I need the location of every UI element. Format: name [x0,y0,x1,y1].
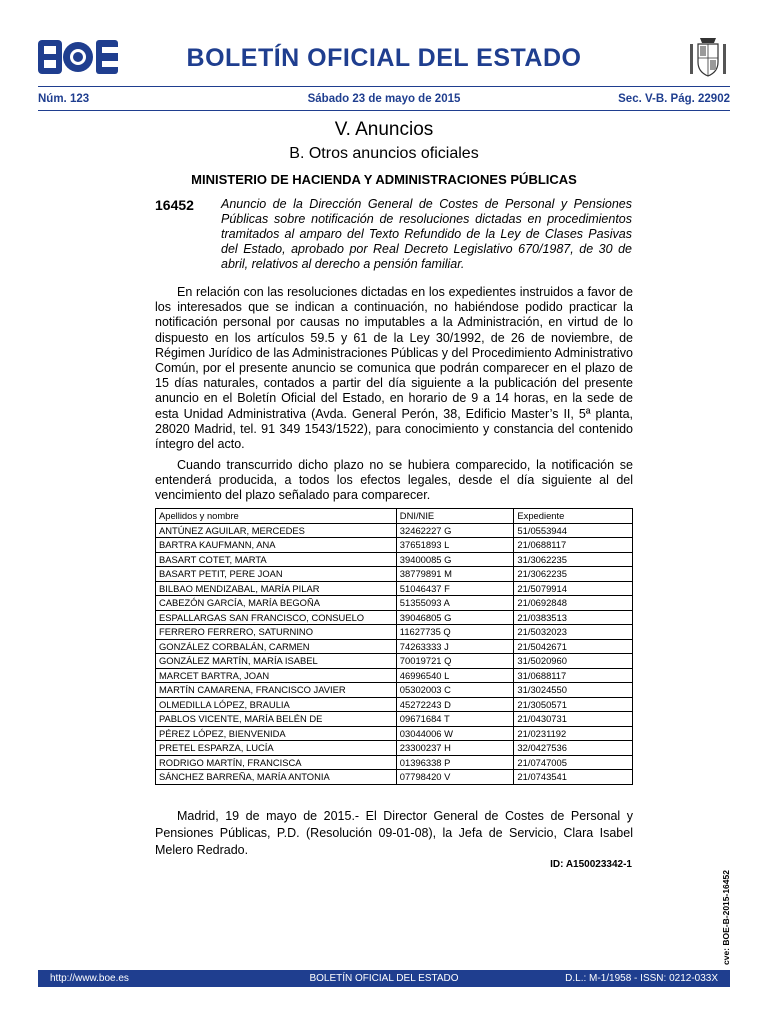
section-heading: V. Anuncios [334,119,434,140]
cell-dni: 07798420 V [396,770,514,785]
table-row [156,538,633,553]
cell-name: FERRERO FERRERO, SATURNINO [156,625,397,640]
footer-bar [38,970,730,987]
cell-file: 21/0430731 [514,712,633,727]
footer-legal: D.L.: M-1/1958 - ISSN: 0212-033X [565,973,718,984]
body-paragraph-1-text: En relación con las resoluciones dictadas en los expedientes instruidos a favor de los interesados que se indican a continuación, no habiéndose podido practicar la notificación personal por causas no imputables a la Administración, en virtud de lo dispuesto en los artículos 59.5 y 61 de la Ley 30/1992, de 26 de noviembre, de Régimen Jurídico de las Administraciones Públicas y del Procedimiento Administrativo Común, por el presente anuncio se comunica que podrán comparecer en el plazo de 15 días naturales, contados a partir del día siguiente a la publicación del presente anuncio en el Boletín Oficial del Estado, en horario de 9 a 14 horas, en la sede de esta Unidad Administrativa (Avda. General Perón, 38, Edificio Master’s II, 5ª planta, 28020 Madrid, tel. 91 349 1543/1522), para conocimiento y constancia del contenido íntegro del acto. [155,285,633,452]
cell-name: SÁNCHEZ BARREÑA, MARÍA ANTONIA [156,770,397,785]
cell-dni: 32462227 G [396,523,514,538]
cell-name: GONZÁLEZ CORBALÁN, CARMEN [156,639,397,654]
issue-number: Núm. 123 [38,93,90,105]
cell-file: 21/0747005 [514,755,633,770]
table-row [156,581,633,596]
cell-dni: 39046805 G [396,610,514,625]
cell-name: CABEZÓN GARCÍA, MARÍA BEGOÑA [156,596,397,611]
cell-dni: 45272243 D [396,697,514,712]
cell-file: 21/0692848 [514,596,633,611]
body-paragraph-2 [155,458,633,504]
cell-file: 31/0688117 [514,668,633,683]
table-row [156,683,633,698]
cell-file: 21/3062235 [514,567,633,582]
cell-file: 21/5032023 [514,625,633,640]
cell-dni: 46996540 L [396,668,514,683]
cell-name: PÉREZ LÓPEZ, BIENVENIDA [156,726,397,741]
cell-name: ANTÚNEZ AGUILAR, MERCEDES [156,523,397,538]
cell-name: BASART PETIT, PERE JOAN [156,567,397,582]
signature-text: Madrid, 19 de mayo de 2015.- El Director General de Costes de Personal y Pensiones Públicas, P.D. (Resolución 09-01-08), la Jefa de Servicio, Clara Isabel Melero Redrado. [155,809,633,857]
table-row [156,552,633,567]
table-row [156,741,633,756]
cell-name: MARCET BARTRA, JOAN [156,668,397,683]
cve-code: cve: BOE-B-2015-16452 [721,870,731,965]
body-paragraph-1 [155,285,633,452]
section-page: Sec. V-B. Pág. 22902 [618,93,730,105]
cell-file: 51/0553944 [514,523,633,538]
cell-dni: 01396338 P [396,755,514,770]
table-row [156,712,633,727]
cell-dni: 51046437 F [396,581,514,596]
table-row [156,697,633,712]
table-header-row [156,509,633,524]
ministry-heading: MINISTERIO DE HACIENDA Y ADMINISTRACIONES PÚBLICAS [191,172,577,187]
cell-name: BILBAO MENDIZABAL, MARÍA PILAR [156,581,397,596]
column-header-name: Apellidos y nombre [156,509,397,524]
cell-dni: 23300237 H [396,741,514,756]
cell-dni: 51355093 A [396,596,514,611]
cell-dni: 09671684 T [396,712,514,727]
table-row [156,726,633,741]
cell-name: RODRIGO MARTÍN, FRANCISCA [156,755,397,770]
cell-dni: 38779891 M [396,567,514,582]
table-row [156,523,633,538]
column-header-file: Expediente [514,509,633,524]
footer-url-link[interactable]: http://www.boe.es [50,973,129,984]
cell-file: 21/5079914 [514,581,633,596]
header-rule-bottom [38,110,730,111]
publication-title: BOLETÍN OFICIAL DEL ESTADO [186,44,582,72]
cell-name: PRETEL ESPARZA, LUCÍA [156,741,397,756]
table-row [156,567,633,582]
issue-date: Sábado 23 de mayo de 2015 [307,93,461,105]
document-id: ID: A150023342-1 [550,859,632,870]
cell-name: BASART COTET, MARTA [156,552,397,567]
cell-name: PABLOS VICENTE, MARÍA BELÉN DE [156,712,397,727]
cell-file: 21/0383513 [514,610,633,625]
coat-of-arms-icon [688,34,728,80]
cell-file: 31/3024550 [514,683,633,698]
notification-table [155,508,633,785]
announcement-number: 16452 [155,197,194,213]
signature-paragraph [155,808,633,859]
cell-dni: 39400085 G [396,552,514,567]
cell-name: MARTÍN CAMARENA, FRANCISCO JAVIER [156,683,397,698]
table-row [156,625,633,640]
cell-name: ESPALLARGAS SAN FRANCISCO, CONSUELO [156,610,397,625]
cell-file: 32/0427536 [514,741,633,756]
body-paragraph-2-text: Cuando transcurrido dicho plazo no se hubiera comparecido, la notificación se entenderá producida, a todos los efectos legales, desde el día siguiente al del vencimiento del plazo señalado para comparecer. [155,458,633,503]
cell-name: BARTRA KAUFMANN, ANA [156,538,397,553]
cell-file: 21/3050571 [514,697,633,712]
cell-name: OLMEDILLA LÓPEZ, BRAULIA [156,697,397,712]
table-row [156,610,633,625]
cell-dni: 74263333 J [396,639,514,654]
column-header-dni: DNI/NIE [396,509,514,524]
cell-file: 31/5020960 [514,654,633,669]
table-row [156,770,633,785]
table-row [156,668,633,683]
announcement-summary: Anuncio de la Dirección General de Costes de Personal y Pensiones Públicas sobre notificación de resoluciones dictadas en procedimientos tramitados al amparo del Texto Refundido de la Ley de Clases Pasivas del Estado, aprobado por Real Decreto Legislativo 670/1987, de 30 de abril, relativos al derecho a pensión familiar. [221,197,632,271]
table-row [156,654,633,669]
table-row [156,596,633,611]
footer-title: BOLETÍN OFICIAL DEL ESTADO [309,973,459,984]
subsection-heading: B. Otros anuncios oficiales [289,145,479,162]
table-row [156,755,633,770]
cell-dni: 11627735 Q [396,625,514,640]
cell-dni: 37651893 L [396,538,514,553]
table-row [156,639,633,654]
cell-dni: 70019721 Q [396,654,514,669]
cell-dni: 03044006 W [396,726,514,741]
cell-file: 21/0688117 [514,538,633,553]
cell-file: 31/3062235 [514,552,633,567]
cell-file: 21/0231192 [514,726,633,741]
header-rule [38,86,730,87]
cell-file: 21/0743541 [514,770,633,785]
cell-file: 21/5042671 [514,639,633,654]
cell-dni: 05302003 C [396,683,514,698]
cell-name: GONZÁLEZ MARTÍN, MARÍA ISABEL [156,654,397,669]
